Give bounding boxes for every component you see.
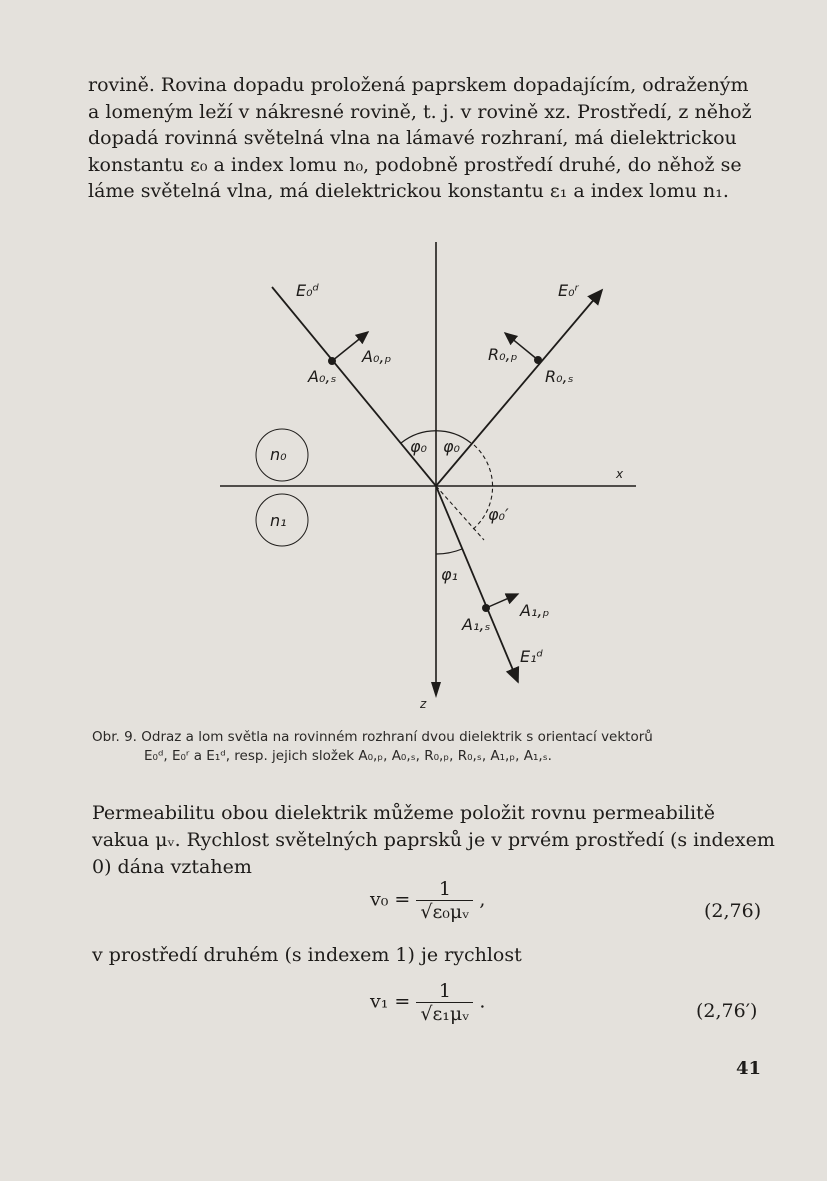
top-paragraph	[88, 72, 768, 205]
label-a0p: A₀,ₚ	[362, 347, 392, 366]
r0s-point	[534, 356, 542, 364]
equation-punctuation: .	[479, 990, 486, 1013]
a1p-vector	[486, 594, 518, 608]
equation-number: (2,76)	[704, 900, 762, 922]
fraction	[416, 878, 473, 923]
dashed-continuation	[436, 486, 484, 540]
label-a1p: A₁,ₚ	[520, 601, 550, 620]
caption-line-1: Obr. 9. Odraz a lom světla na rovinném rozhraní dvou dielektrik s orientací vektorů	[92, 729, 653, 745]
denominator: √ε₁μᵥ	[420, 1003, 470, 1025]
numerator: 1	[416, 878, 473, 901]
text-line: konstantu ε₀ a index lomu n₀, podobně prostředí druhé, do něhož se	[88, 153, 742, 176]
text-line: rovině. Rovina dopadu proložená paprskem dopadajícím, odraženým	[88, 74, 749, 96]
label-n0: n₀	[270, 445, 287, 464]
denominator: √ε₀μᵥ	[420, 901, 470, 923]
label-phi0-prime: φ₀′	[488, 505, 509, 524]
label-x-axis: x	[616, 467, 624, 481]
label-e0d: E₀ᵈ	[296, 281, 320, 300]
label-a1s: A₁,ₛ	[462, 615, 491, 634]
label-z-axis: z	[420, 697, 427, 711]
equation-v1	[370, 980, 485, 1025]
label-r0s: R₀,ₛ	[545, 367, 574, 386]
numerator: 1	[416, 980, 473, 1003]
reflection-refraction-diagram	[0, 230, 827, 720]
equation-v0	[370, 878, 485, 923]
label-n1: n₁	[270, 511, 287, 530]
label-e1d: E₁ᵈ	[520, 647, 544, 666]
label-phi1: φ₁	[441, 565, 458, 584]
a1s-point	[482, 604, 490, 612]
reflected-ray	[436, 290, 602, 486]
page-number: 41	[736, 1058, 762, 1079]
text-line: dopadá rovinná světelná vlna na lámavé rozhraní, má dielektrickou	[88, 127, 737, 149]
label-phi0-left: φ₀	[410, 437, 427, 456]
text-line: 0) dána vztahem	[92, 856, 252, 878]
text-line: Permeabilitu obou dielektrik můžeme položit rovnu permeabilitě	[92, 802, 715, 824]
fraction	[416, 980, 473, 1025]
paragraph-second-medium: v prostředí druhém (s indexem 1) je rychlost	[92, 944, 522, 966]
label-r0p: R₀,ₚ	[488, 345, 518, 364]
text-line: vakua μᵥ. Rychlost světelných paprsků je v prvém prostředí (s indexem	[92, 829, 775, 851]
equation-lhs: v₀ =	[370, 888, 411, 911]
paragraph-permeability	[92, 800, 775, 881]
caption-line-2: E₀ᵈ, E₀ʳ a E₁ᵈ, resp. jejich složek A₀,ₚ, A₀,ₛ, R₀,ₚ, R₀,ₛ, A₁,ₚ, A₁,ₛ.	[144, 748, 552, 764]
angle-arc-refraction	[436, 549, 462, 554]
text-line: láme světelná vlna, má dielektrickou konstantu ε₁ a index lomu n₁.	[88, 180, 729, 202]
equation-number: (2,76′)	[696, 1000, 758, 1022]
incident-ray	[272, 287, 436, 486]
label-e0r: E₀ʳ	[558, 281, 579, 300]
label-phi0-right: φ₀	[443, 437, 460, 456]
z-axis-arrow	[431, 682, 441, 698]
label-a0s: A₀,ₛ	[308, 367, 337, 386]
figure-caption	[92, 728, 772, 766]
equation-punctuation: ,	[479, 888, 486, 911]
text-line: a lomeným leží v nákresné rovině, t. j. v rovině xz. Prostředí, z něhož	[88, 100, 752, 123]
equation-lhs: v₁ =	[370, 990, 411, 1013]
a0s-point	[328, 357, 336, 365]
